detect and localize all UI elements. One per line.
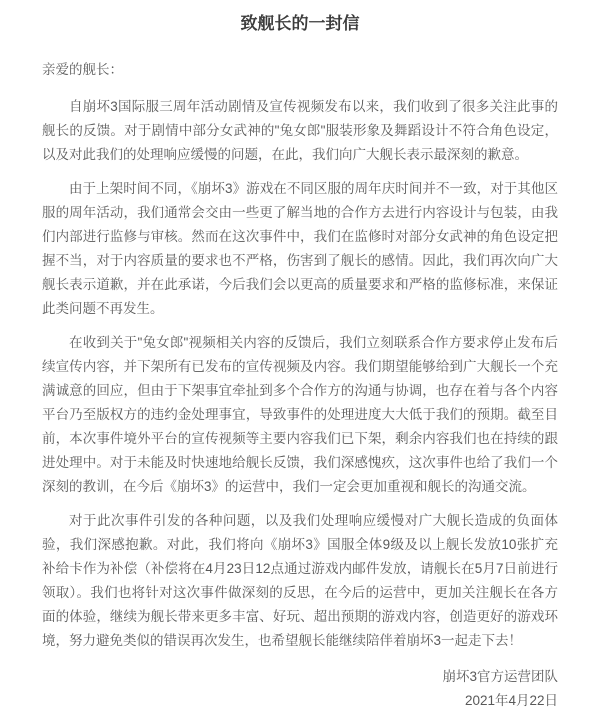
page-title: 致舰长的一封信 [240, 14, 360, 33]
letter-paragraph-1: 自崩坏3国际服三周年活动剧情及宣传视频发布以来，我们收到了很多关注此事的舰长的反馈。对于剧情中部分女武神的"兔女郎"服装形象及舞蹈设计不符合角色设定，以及对此我们的处理响应缓慢的问题，在此，我们向广大舰长表示最深刻的歉意。 [42, 99, 558, 162]
letter-paragraph-4: 对于此次事件引发的各种问题，以及我们处理响应缓慢对广大舰长造成的负面体验，我们深感抱歉。对此，我们将向《崩坏3》国服全体9级及以上舰长发放10张扩充补给卡作为补偿（补偿将在4月23日12点通过游戏内邮件发放，请舰长在5月7日前进行领取）。我们也将针对这次事件做深刻的反思，在今后的运营中，更加关注舰长在各方面的体验，继续为舰长带来更多丰富、好玩、超出预期的游戏内容，创造更好的游戏环境，努力避免类似的错误再次发生，也希望舰长能继续陪伴着崩坏3一起走下去！ [42, 513, 558, 648]
letter-paragraph-3: 在收到关于"兔女郎"视频相关内容的反馈后，我们立刻联系合作方要求停止发布后续宣传内容，并下架所有已发布的宣传视频及内容。我们期望能够给到广大舰长一个充满诚意的回应，但由于下架事宜牵扯到多个合作方的沟通与协调，也存在着与各个内容平台乃至版权方的违约金处理事宜，导致事件的处理进度大大低于我们的预期。截至目前，本次事件境外平台的宣传视频等主要内容我们已下架，剩余内容我们也在持续的跟进处理中。对于未能及时快速地给舰长反馈，我们深感愧疚，这次事件也给了我们一个深刻的教训，在今后《崩坏3》的运营中，我们一定会更加重视和舰长的沟通交流。 [42, 335, 558, 494]
signature: 崩坏3官方运营团队 [442, 669, 558, 684]
letter-paragraph-2: 由于上架时间不同，《崩坏3》游戏在不同区服的周年庆时间并不一致，对于其他区服的周年活动，我们通常会交由一些更了解当地的合作方去进行内容设计与包装，由我们内部进行监修与审核。然而在这次事件中，我们在监修时对部分女武神的角色设定把握不当，对于内容质量的要求也不严格，伤害到了舰长的感情。因此，我们再次向广大舰长表示道歉，并在此承诺，今后我们会以更高的质量要求和严格的监修标准，来保证此类问题不再发生。 [42, 181, 558, 316]
signature-date: 2021年4月22日 [464, 693, 558, 708]
letter-greeting: 亲爱的舰长： [42, 62, 123, 77]
